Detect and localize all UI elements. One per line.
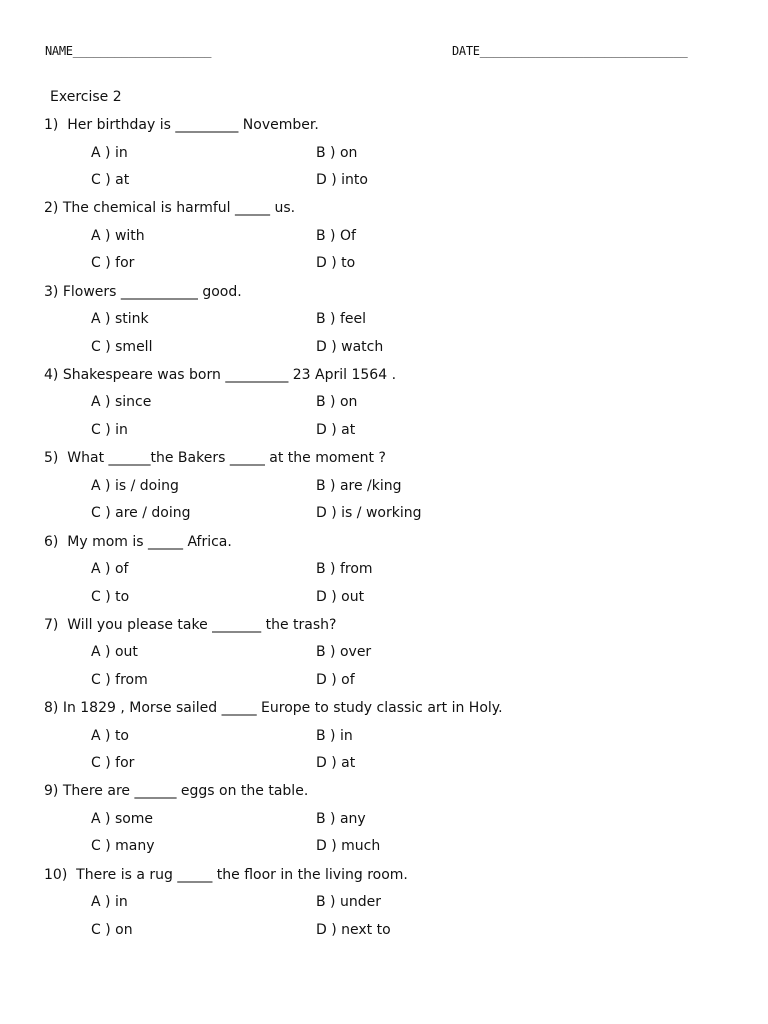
option-c: C ) for	[91, 755, 135, 772]
option-b: B ) in	[316, 727, 353, 744]
option-a: A ) since	[91, 394, 152, 411]
option-c: C ) in	[91, 421, 128, 438]
option-b: B ) Of	[316, 227, 356, 244]
question-text: 4) Shakespeare was born _________ 23 April 1564 .	[44, 366, 397, 383]
question-text: 9) There are ______ eggs on the table.	[44, 783, 309, 800]
option-c: C ) smell	[91, 338, 153, 355]
option-d: D ) next to	[316, 921, 391, 938]
question-text: 8) In 1829 , Morse sailed _____ Europe to study classic art in Holy.	[44, 700, 503, 717]
option-b: B ) under	[316, 894, 381, 911]
option-d: D ) of	[316, 671, 355, 688]
option-b: B ) from	[316, 561, 373, 577]
option-b: B ) feel	[316, 311, 367, 328]
option-d: D ) much	[316, 838, 381, 855]
option-c: C ) from	[91, 671, 148, 688]
option-c: C ) for	[91, 255, 135, 272]
option-c: C ) at	[91, 172, 130, 188]
option-c: C ) are / doing	[91, 505, 191, 522]
option-c: C ) on	[91, 921, 133, 938]
option-c: C ) many	[91, 838, 155, 855]
option-c: C ) to	[91, 588, 130, 605]
option-b: B ) are /king	[316, 477, 402, 494]
option-d: D ) is / working	[316, 505, 422, 522]
option-a: A ) to	[91, 727, 129, 744]
question-text: 7) Will you please take _______ the trash?	[44, 616, 337, 633]
question-text: 6) My mom is _____ Africa.	[44, 533, 232, 550]
question-text: 1) Her birthday is _________ November.	[44, 117, 319, 133]
option-a: A ) is / doing	[91, 477, 179, 494]
question-text: 10) There is a rug _____ the floor in the living room.	[44, 866, 408, 883]
option-b: B ) any	[316, 810, 366, 827]
option-d: D ) at	[316, 755, 356, 772]
question-text: 5) What ______the Bakers _____ at the moment ?	[44, 450, 386, 467]
option-b: B ) on	[316, 144, 358, 161]
option-a: A ) stink	[91, 311, 149, 328]
option-b: B ) over	[316, 644, 372, 661]
option-a: A ) with	[91, 227, 145, 244]
option-d: D ) out	[316, 588, 365, 605]
option-d: D ) at	[316, 421, 356, 438]
question-text: 3) Flowers ___________ good.	[44, 283, 242, 300]
option-d: D ) watch	[316, 338, 384, 355]
option-a: A ) in	[91, 894, 128, 911]
exercise-title: Exercise 2	[50, 89, 122, 105]
option-a: A ) in	[91, 144, 128, 161]
option-b: B ) on	[316, 394, 358, 411]
question-text: 2) The chemical is harmful _____ us.	[44, 200, 296, 217]
option-d: D ) into	[316, 172, 368, 188]
option-d: D ) to	[316, 255, 356, 272]
name-field: NAME____________________	[45, 44, 212, 58]
option-a: A ) some	[91, 810, 154, 827]
date-field: DATE______________________________	[452, 44, 688, 58]
option-a: A ) out	[91, 644, 138, 661]
option-a: A ) of	[91, 561, 129, 577]
